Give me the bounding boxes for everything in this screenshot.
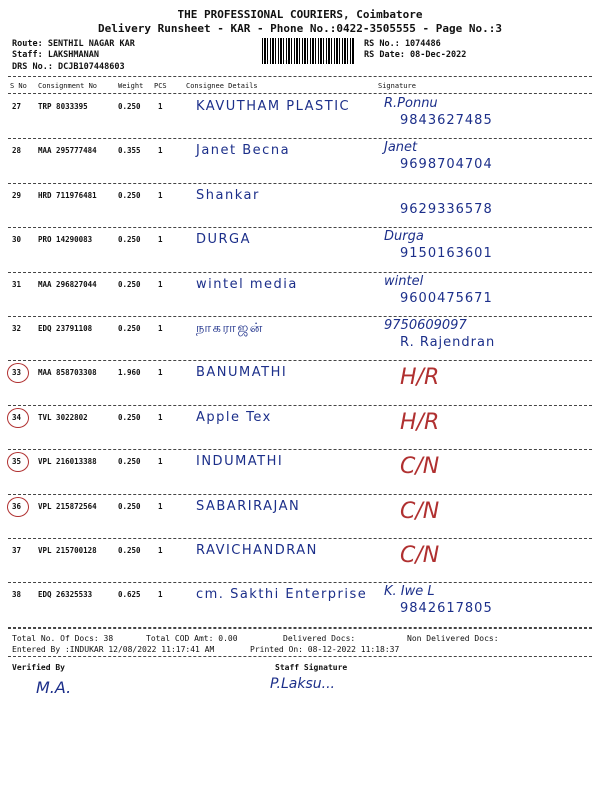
row-consignment-no: EDQ 26325533 <box>38 590 93 600</box>
row-pcs: 1 <box>158 501 163 511</box>
row-consignee: INDUMATHI <box>196 454 284 470</box>
row-sno: 31 <box>12 279 22 289</box>
row-weight: 0.250 <box>118 190 141 200</box>
route-label: Route: SENTHIL NAGAR KAR <box>12 39 135 49</box>
row-divider <box>8 183 592 184</box>
row-signature-line1: Durga <box>384 229 424 245</box>
row-pcs: 1 <box>158 235 163 245</box>
row-divider <box>8 405 592 406</box>
row-signature-line2: R. Rajendran <box>400 335 496 350</box>
row-weight: 0.250 <box>118 102 141 111</box>
row-sno: 30 <box>12 235 22 245</box>
row-circle-mark <box>7 363 29 383</box>
barcode <box>262 38 354 64</box>
row-consignment-no: TRP 8033395 <box>38 102 88 111</box>
footer-divider <box>8 656 592 657</box>
row-signature-line2: 9698704704 <box>400 157 493 173</box>
row-consignment-no: MAA 296827044 <box>38 279 97 289</box>
row-sno: 29 <box>12 190 22 200</box>
row-sno: 33 <box>12 368 22 378</box>
row-divider <box>8 449 592 450</box>
row-consignment-no: MAA 858703308 <box>38 368 97 378</box>
row-consignee: wintel media <box>196 276 298 292</box>
row-consignment-no: EDQ 23791108 <box>38 324 93 333</box>
row-status-mark: C/N <box>400 498 440 524</box>
row-sno: 35 <box>12 457 22 467</box>
row-signature-line1: Janet <box>384 140 418 156</box>
row-signature-line2: 9843627485 <box>400 113 493 128</box>
row-weight: 0.625 <box>118 590 141 600</box>
col-header-details: Consignee Details <box>186 82 258 90</box>
row-sno: 38 <box>12 590 22 600</box>
row-consignee: Apple Tex <box>196 409 272 425</box>
table-bottom-divider <box>8 628 592 629</box>
row-pcs: 1 <box>158 279 163 289</box>
row-consignee: Janet Becna <box>196 143 291 159</box>
row-divider <box>8 360 592 361</box>
rs-number: RS No.: 1074486 <box>364 39 441 49</box>
row-consignee: DURGA <box>196 232 252 248</box>
row-consignment-no: VPL 215700128 <box>38 546 97 555</box>
document-title: THE PROFESSIONAL COURIERS, Coimbatore <box>177 8 423 21</box>
col-header-pcs: PCS <box>154 82 167 90</box>
row-consignment-no: MAA 295777484 <box>38 146 97 156</box>
row-consignment-no: VPL 215872564 <box>38 501 97 511</box>
row-weight: 0.250 <box>118 279 141 289</box>
row-consignee: நாகராஜன் <box>196 321 264 336</box>
column-header-divider <box>8 93 592 94</box>
row-consignment-no: HRD 711976481 <box>38 190 97 200</box>
row-divider <box>8 316 592 317</box>
row-consignee: Shankar <box>196 187 260 203</box>
row-circle-mark <box>7 497 29 517</box>
row-pcs: 1 <box>158 457 163 467</box>
col-header-sno: S No <box>10 82 27 90</box>
row-signature-line2: 9629336578 <box>400 201 493 217</box>
row-pcs: 1 <box>158 190 163 200</box>
row-divider <box>8 272 592 273</box>
delivered-docs: Delivered Docs: <box>283 634 356 643</box>
row-signature-line2: 9150163601 <box>400 246 493 262</box>
row-signature-line2: 9842617805 <box>400 601 493 617</box>
rs-date: RS Date: 08-Dec-2022 <box>364 50 467 60</box>
row-signature-line1: 9750609097 <box>384 318 467 333</box>
row-pcs: 1 <box>158 368 163 378</box>
row-weight: 0.250 <box>118 324 141 333</box>
row-consignee: RAVICHANDRAN <box>196 543 318 558</box>
non-delivered-docs: Non Delivered Docs: <box>407 634 499 643</box>
row-divider <box>8 538 592 539</box>
row-weight: 0.250 <box>118 412 141 422</box>
total-cod: Total COD Amt: 0.00 <box>146 634 238 643</box>
row-weight: 1.960 <box>118 368 141 378</box>
row-consignee: BANUMATHI <box>196 365 288 381</box>
document-subtitle: Delivery Runsheet - KAR - Phone No.:0422-3505555 - Page No.:3 <box>98 22 502 35</box>
row-sno: 32 <box>12 324 22 333</box>
drs-number: DRS No.: DCJB107448603 <box>12 62 125 72</box>
row-signature-line1: K. Iwe L <box>384 584 435 600</box>
row-sno: 36 <box>12 501 22 511</box>
row-status-mark: C/N <box>400 543 440 568</box>
row-weight: 0.250 <box>118 546 141 555</box>
col-header-signature: Signature <box>378 82 416 90</box>
row-consignee: KAVUTHAM PLASTIC <box>196 99 351 114</box>
row-sno: 28 <box>12 146 22 156</box>
verified-signature: M.A. <box>36 678 72 697</box>
row-circle-mark <box>7 408 29 428</box>
row-pcs: 1 <box>158 146 163 156</box>
row-consignment-no: PRO 14290083 <box>38 235 93 245</box>
row-divider <box>8 494 592 495</box>
row-weight: 0.250 <box>118 501 141 511</box>
row-sno: 37 <box>12 546 22 555</box>
row-status-mark: H/R <box>400 365 440 391</box>
row-divider <box>8 227 592 228</box>
row-sno: 27 <box>12 102 22 111</box>
staff-label: Staff: LAKSHMANAN <box>12 50 99 60</box>
row-consignee: cm. Sakthi Enterprise <box>196 587 368 603</box>
row-pcs: 1 <box>158 590 163 600</box>
row-divider <box>8 138 592 139</box>
verified-by-label: Verified By <box>12 663 65 672</box>
row-pcs: 1 <box>158 546 163 555</box>
row-consignee: SABARIRAJAN <box>196 498 301 514</box>
staff-signature-label: Staff Signature <box>275 663 348 672</box>
row-divider <box>8 582 592 583</box>
row-circle-mark <box>7 452 29 472</box>
row-pcs: 1 <box>158 102 163 111</box>
row-consignment-no: TVL 3022802 <box>38 412 88 422</box>
header-divider <box>8 76 592 77</box>
row-weight: 0.250 <box>118 457 141 467</box>
col-header-consignment: Consignment No <box>38 82 98 90</box>
total-docs: Total No. Of Docs: 38 <box>12 634 114 643</box>
staff-signature: P.Laksu... <box>270 676 335 692</box>
row-signature-line2: 9600475671 <box>400 290 493 306</box>
row-sno: 34 <box>12 412 22 422</box>
printed-on: Printed On: 08-12-2022 11:18:37 <box>250 645 400 654</box>
row-signature-line1: R.Ponnu <box>384 96 438 111</box>
col-header-weight: Weight <box>118 82 144 90</box>
row-weight: 0.250 <box>118 235 141 245</box>
row-signature-line1: wintel <box>384 273 424 289</box>
row-weight: 0.355 <box>118 146 141 156</box>
row-status-mark: H/R <box>400 409 440 435</box>
row-pcs: 1 <box>158 412 163 422</box>
row-status-mark: C/N <box>400 454 440 480</box>
row-pcs: 1 <box>158 324 163 333</box>
entered-by: Entered By :INDUKAR 12/08/2022 11:17:41 AM <box>12 645 215 654</box>
row-consignment-no: VPL 216013388 <box>38 457 97 467</box>
